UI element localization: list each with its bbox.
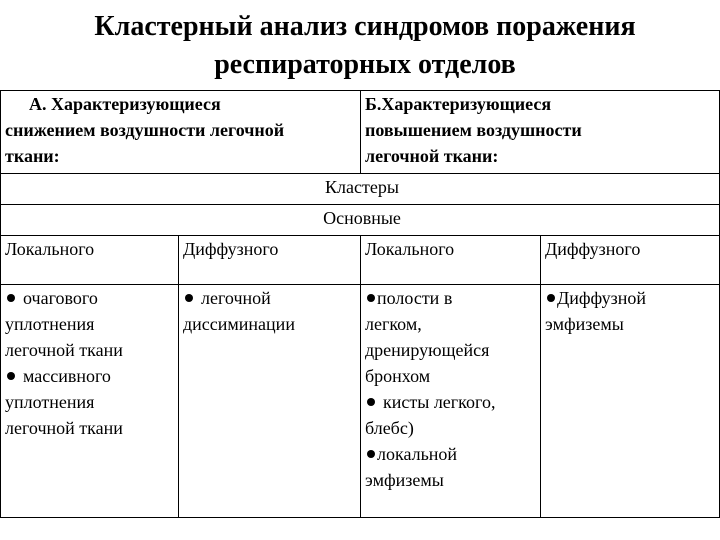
- group-a-line-3: ткани:: [5, 146, 60, 166]
- clusters-label: Кластеры: [1, 174, 720, 205]
- list-item: легочной диссиминации: [183, 288, 295, 334]
- type-a-local: Локального: [1, 236, 179, 285]
- group-header-row: [1, 91, 720, 174]
- bullet-icon: [547, 294, 555, 302]
- main-label: Основные: [1, 205, 720, 236]
- clusters-row: [1, 174, 720, 205]
- bullet-icon: [185, 294, 193, 302]
- group-b-line-2: повышением воздушности: [365, 120, 582, 140]
- type-row: [1, 236, 720, 285]
- main-row: [1, 205, 720, 236]
- bullet-icon: [367, 294, 375, 302]
- items-a-diffuse: [179, 285, 361, 518]
- group-a-line-1: А. Характеризующиеся: [29, 94, 221, 114]
- items-b-diffuse: [541, 285, 720, 518]
- bullet-icon: [367, 398, 375, 406]
- group-a-line-2: снижением воздушности легочной: [5, 120, 285, 140]
- items-b-local: [361, 285, 541, 518]
- list-item: очагового уплотнения легочной ткани: [5, 288, 123, 360]
- group-b-line-3: легочной ткани:: [365, 146, 499, 166]
- bullet-icon: [367, 450, 375, 458]
- group-b-cell: [361, 91, 720, 174]
- cluster-table: [0, 90, 720, 518]
- items-row: [1, 285, 720, 518]
- slide-title-line-2: респираторных отделов: [214, 49, 516, 80]
- items-a-local: [1, 285, 179, 518]
- bullet-icon: [7, 372, 15, 380]
- slide-title: [0, 8, 720, 84]
- group-a-cell: [1, 91, 361, 174]
- type-b-local: Локального: [361, 236, 541, 285]
- group-b-line-1: Б.Характеризующиеся: [365, 94, 552, 114]
- list-item: массивного уплотнения легочной ткани: [5, 366, 123, 438]
- list-item: Диффузной эмфиземы: [545, 288, 647, 334]
- slide-title-line-1: Кластерный анализ синдромов поражения: [94, 11, 636, 42]
- bullet-icon: [7, 294, 15, 302]
- type-a-diffuse: Диффузного: [179, 236, 361, 285]
- list-item: локальной эмфиземы: [365, 444, 458, 490]
- list-item: кисты легкого, блебс): [365, 392, 496, 438]
- list-item: полости в легком, дренирующейся бронхом: [365, 288, 490, 386]
- type-b-diffuse: Диффузного: [541, 236, 720, 285]
